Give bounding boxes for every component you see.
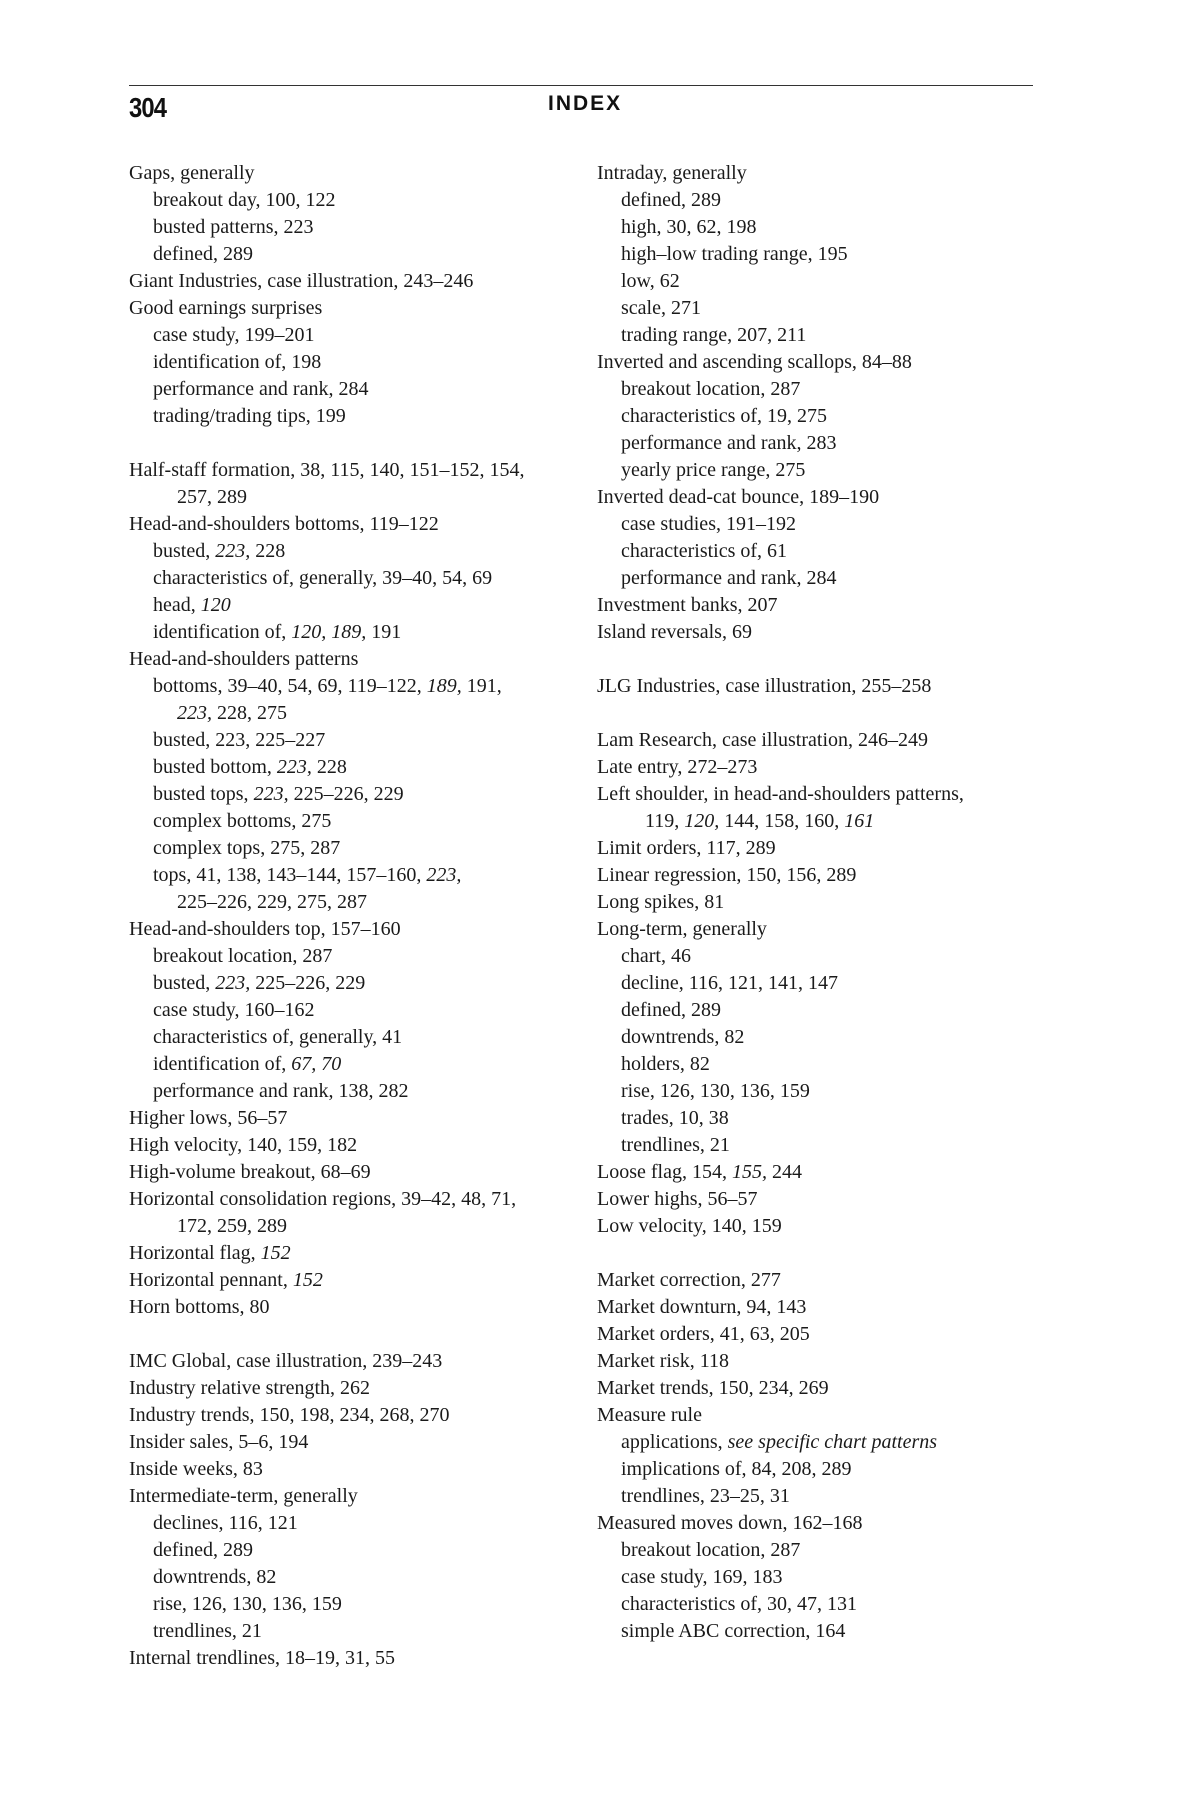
index-entry: Horizontal pennant, 152 xyxy=(129,1269,323,1291)
index-entry: Measured moves down, 162–168 xyxy=(597,1512,863,1534)
index-subentry: characteristics of, generally, 41 xyxy=(153,1026,403,1048)
index-subentry: scale, 271 xyxy=(621,297,701,319)
index-subentry: trading/trading tips, 199 xyxy=(153,405,346,427)
index-subentry: breakout day, 100, 122 xyxy=(153,189,336,211)
index-subentry: characteristics of, 61 xyxy=(621,540,788,562)
index-subentry: complex tops, 275, 287 xyxy=(153,837,341,859)
index-entry: Measure rule xyxy=(597,1404,702,1426)
index-subentry: downtrends, 82 xyxy=(621,1026,745,1048)
index-entry: High velocity, 140, 159, 182 xyxy=(129,1134,358,1156)
index-subentry: case study, 160–162 xyxy=(153,999,315,1021)
index-subentry: rise, 126, 130, 136, 159 xyxy=(153,1593,342,1615)
index-subentry: busted, 223, 225–226, 229 xyxy=(153,972,366,994)
index-entry: Head-and-shoulders top, 157–160 xyxy=(129,918,401,940)
index-subentry: identification of, 67, 70 xyxy=(153,1053,342,1075)
index-entry: Industry trends, 150, 198, 234, 268, 270 xyxy=(129,1404,450,1426)
index-entry: Market trends, 150, 234, 269 xyxy=(597,1377,829,1399)
index-subentry: performance and rank, 284 xyxy=(621,567,837,589)
index-column-right xyxy=(597,160,1037,1645)
index-entry: Linear regression, 150, 156, 289 xyxy=(597,864,857,886)
index-subentry: characteristics of, 19, 275 xyxy=(621,405,828,427)
index-entry: Market correction, 277 xyxy=(597,1269,781,1291)
index-entry: Loose flag, 154, 155, 244 xyxy=(597,1161,802,1183)
index-subentry: defined, 289 xyxy=(621,189,721,211)
index-entry: Intermediate-term, generally xyxy=(129,1485,358,1507)
index-subentry: downtrends, 82 xyxy=(153,1566,277,1588)
index-subentry: busted patterns, 223 xyxy=(153,216,314,238)
index-entry: Insider sales, 5–6, 194 xyxy=(129,1431,309,1453)
index-entry: Head-and-shoulders patterns xyxy=(129,648,359,670)
index-entry: Horizontal consolidation regions, 39–42, 48, 71, xyxy=(129,1188,517,1210)
index-subentry: declines, 116, 121 xyxy=(153,1512,298,1534)
index-entry: Gaps, generally xyxy=(129,162,255,184)
index-entry: Left shoulder, in head-and-shoulders patterns, xyxy=(597,783,964,805)
index-entry: Internal trendlines, 18–19, 31, 55 xyxy=(129,1647,396,1669)
index-subentry: performance and rank, 138, 282 xyxy=(153,1080,409,1102)
index-entry: Late entry, 272–273 xyxy=(597,756,758,778)
index-entry: Market risk, 118 xyxy=(597,1350,730,1372)
index-subentry: defined, 289 xyxy=(153,1539,253,1561)
index-subentry: performance and rank, 283 xyxy=(621,432,837,454)
index-entry: Giant Industries, case illustration, 243–246 xyxy=(129,270,474,292)
index-entry: Inverted dead-cat bounce, 189–190 xyxy=(597,486,880,508)
index-subentry: bottoms, 39–40, 54, 69, 119–122, 189, 191, xyxy=(153,675,502,697)
index-entry: Inside weeks, 83 xyxy=(129,1458,263,1480)
index-entry: Half-staff formation, 38, 115, 140, 151–152, 154, xyxy=(129,459,525,481)
index-subentry: case studies, 191–192 xyxy=(621,513,796,535)
index-subentry: implications of, 84, 208, 289 xyxy=(621,1458,852,1480)
index-entry: IMC Global, case illustration, 239–243 xyxy=(129,1350,443,1372)
index-subentry: performance and rank, 284 xyxy=(153,378,369,400)
index-entry: Low velocity, 140, 159 xyxy=(597,1215,782,1237)
index-subentry: busted, 223, 225–227 xyxy=(153,729,326,751)
index-subentry: trades, 10, 38 xyxy=(621,1107,729,1129)
section-gap xyxy=(597,646,1037,673)
index-entry: Limit orders, 117, 289 xyxy=(597,837,776,859)
index-subentry: busted, 223, 228 xyxy=(153,540,286,562)
index-entry: Horn bottoms, 80 xyxy=(129,1296,270,1318)
index-subentry: case study, 169, 183 xyxy=(621,1566,783,1588)
index-entry: JLG Industries, case illustration, 255–258 xyxy=(597,675,932,697)
index-subentry: complex bottoms, 275 xyxy=(153,810,332,832)
index-subentry: breakout location, 287 xyxy=(621,1539,801,1561)
section-gap xyxy=(597,700,1037,727)
index-entry: Long-term, generally xyxy=(597,918,767,940)
index-entry: Lower highs, 56–57 xyxy=(597,1188,758,1210)
index-entry: High-volume breakout, 68–69 xyxy=(129,1161,371,1183)
running-head: INDEX xyxy=(548,92,623,115)
index-entry: Higher lows, 56–57 xyxy=(129,1107,288,1129)
index-entry-continuation: 257, 289 xyxy=(177,486,247,508)
index-entry: Market orders, 41, 63, 205 xyxy=(597,1323,810,1345)
header-rule xyxy=(129,85,1033,86)
index-subentry: trendlines, 23–25, 31 xyxy=(621,1485,790,1507)
index-subentry: busted tops, 223, 225–226, 229 xyxy=(153,783,404,805)
index-subentry: high–low trading range, 195 xyxy=(621,243,848,265)
index-subentry: characteristics of, generally, 39–40, 54, 69 xyxy=(153,567,493,589)
index-entry-continuation: 119, 120, 144, 158, 160, 161 xyxy=(645,810,875,832)
index-entry: Island reversals, 69 xyxy=(597,621,752,643)
index-subentry: identification of, 198 xyxy=(153,351,322,373)
index-subentry: simple ABC correction, 164 xyxy=(621,1620,846,1642)
index-column-left xyxy=(129,160,569,1672)
index-entry: Industry relative strength, 262 xyxy=(129,1377,371,1399)
index-entry: Long spikes, 81 xyxy=(597,891,725,913)
index-subentry: identification of, 120, 189, 191 xyxy=(153,621,402,643)
index-subentry: decline, 116, 121, 141, 147 xyxy=(621,972,839,994)
index-subentry: breakout location, 287 xyxy=(621,378,801,400)
index-subentry: head, 120 xyxy=(153,594,231,616)
index-entry: Intraday, generally xyxy=(597,162,747,184)
index-entry-continuation: 172, 259, 289 xyxy=(177,1215,287,1237)
index-subentry: rise, 126, 130, 136, 159 xyxy=(621,1080,810,1102)
index-subentry: case study, 199–201 xyxy=(153,324,315,346)
index-subentry: breakout location, 287 xyxy=(153,945,333,967)
index-subentry: applications, see specific chart patterns xyxy=(621,1431,938,1453)
index-subentry: defined, 289 xyxy=(621,999,721,1021)
index-subentry: low, 62 xyxy=(621,270,680,292)
index-subentry: defined, 289 xyxy=(153,243,253,265)
index-subentry: tops, 41, 138, 143–144, 157–160, 223, xyxy=(153,864,462,886)
index-subentry: trendlines, 21 xyxy=(153,1620,262,1642)
index-entry: Lam Research, case illustration, 246–249 xyxy=(597,729,929,751)
index-subentry: busted bottom, 223, 228 xyxy=(153,756,347,778)
index-entry: Investment banks, 207 xyxy=(597,594,778,616)
section-gap xyxy=(129,1321,569,1348)
index-entry: Inverted and ascending scallops, 84–88 xyxy=(597,351,912,373)
index-subentry: trading range, 207, 211 xyxy=(621,324,807,346)
page-number: 304 xyxy=(129,92,167,123)
index-subentry: characteristics of, 30, 47, 131 xyxy=(621,1593,858,1615)
index-subentry: chart, 46 xyxy=(621,945,691,967)
index-subentry: high, 30, 62, 198 xyxy=(621,216,757,238)
section-gap xyxy=(597,1240,1037,1267)
index-subentry: trendlines, 21 xyxy=(621,1134,730,1156)
index-entry: Market downturn, 94, 143 xyxy=(597,1296,807,1318)
index-entry-continuation: 225–226, 229, 275, 287 xyxy=(177,891,367,913)
index-entry-continuation: 223, 228, 275 xyxy=(177,702,287,724)
index-entry: Head-and-shoulders bottoms, 119–122 xyxy=(129,513,439,535)
index-subentry: holders, 82 xyxy=(621,1053,710,1075)
index-entry: Horizontal flag, 152 xyxy=(129,1242,291,1264)
section-gap xyxy=(129,430,569,457)
index-subentry: yearly price range, 275 xyxy=(621,459,806,481)
index-entry: Good earnings surprises xyxy=(129,297,323,319)
